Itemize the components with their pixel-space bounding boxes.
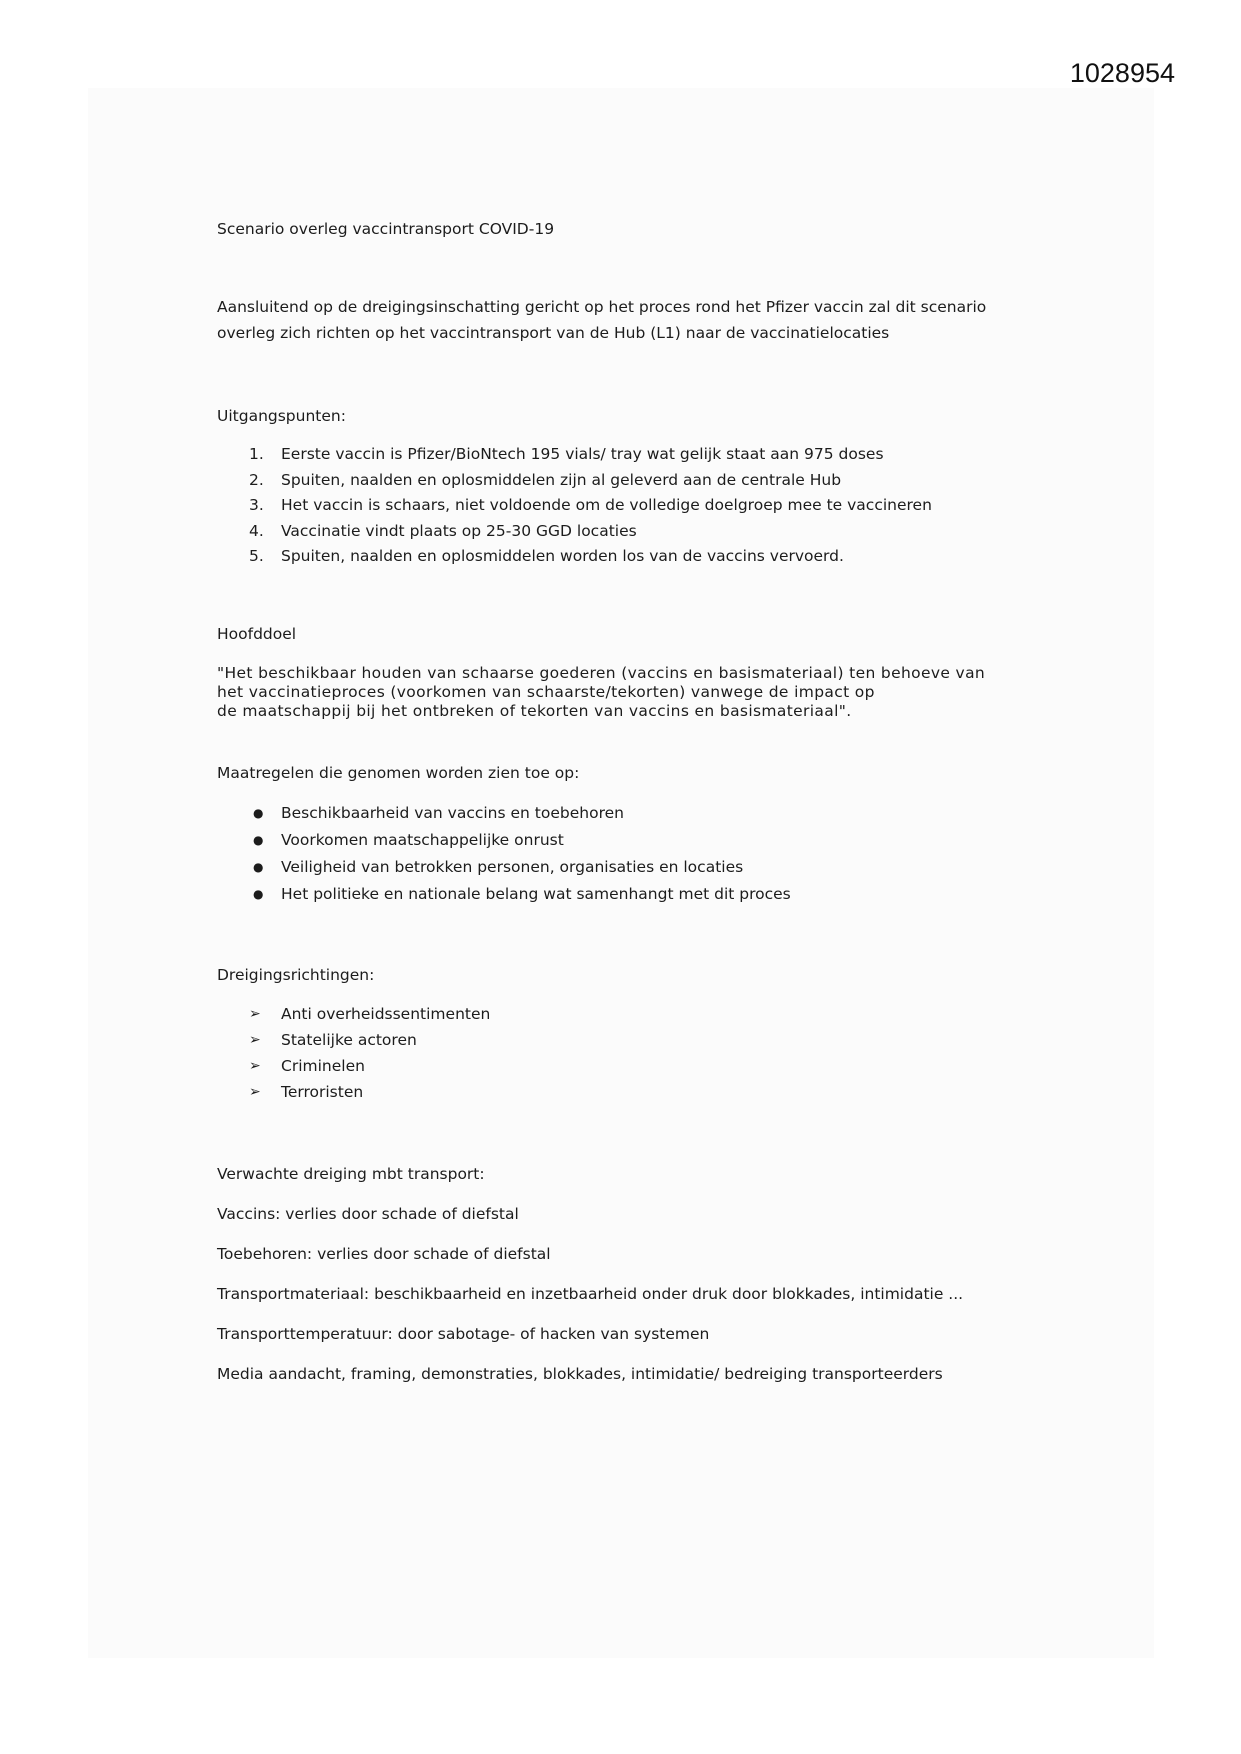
bullet-dot-icon: ● [253,833,264,847]
quote-line: "Het beschikbaar houden van schaarse goederen (vaccins en basismateriaal) ten behoeve van [217,664,986,682]
list-item-text: Vaccinatie vindt plaats op 25-30 GGD locaties [281,521,637,540]
list-item-text: Beschikbaarheid van vaccins en toebehoren [281,804,624,822]
document-title: Scenario overleg vaccintransport COVID-19 [217,220,555,238]
arrow-bullet-icon: ➢ [249,1084,261,1100]
arrow-bullet-icon: ➢ [249,1032,261,1048]
list-item [217,467,1047,493]
list-number: 5. [249,547,264,566]
list-number: 1. [249,445,264,463]
intro-line: overleg zich richten op het vaccintransport van de Hub (L1) naar de vaccinatielocaties [217,324,890,342]
list-item-text: Criminelen [281,1057,365,1075]
list-item-text: Het politieke en nationale belang wat samenhangt met dit proces [281,885,791,903]
list-item [217,800,1047,827]
list-item-text: Spuiten, naalden en oplosmiddelen worden los van de vaccins vervoerd. [281,547,844,566]
list-item-text: Veiligheid van betrokken personen, organisaties en locaties [281,858,744,876]
list-item-text: Statelijke actoren [281,1031,417,1049]
list-item-text: Anti overheidssentimenten [281,1005,491,1023]
list-item [217,543,1047,569]
list-item [217,492,1047,518]
list-item-text: Voorkomen maatschappelijke onrust [281,831,564,849]
bullet-dot-icon: ● [253,860,264,874]
arrow-bullet-icon: ➢ [249,1006,261,1022]
threat-line: Transportmateriaal: beschikbaarheid en inzetbaarheid onder druk door blokkades, intimidatie ... [217,1285,964,1303]
threat-line: Media aandacht, framing, demonstraties, blokkades, intimidatie/ bedreiging transporteerders [217,1365,943,1383]
intro-paragraph [217,294,1047,346]
list-item [217,854,1047,881]
verwachte-dreiging-heading: Verwachte dreiging mbt transport: [217,1165,485,1183]
bullet-dot-icon: ● [253,806,264,820]
maatregelen-list [217,800,1047,908]
arrow-bullet-icon: ➢ [249,1058,261,1074]
list-item [217,1001,1047,1027]
verwachte-dreiging-lines [217,1201,1047,1401]
list-item [217,1027,1047,1053]
uitgangspunten-list [217,441,1047,569]
maatregelen-heading: Maatregelen die genomen worden zien toe op: [217,764,580,782]
list-item [217,881,1047,908]
intro-line: Aansluitend op de dreigingsinschatting gericht op het proces rond het Pfizer vaccin zal dit scenario [217,298,987,316]
list-number: 3. [249,496,264,515]
list-item-text: Het vaccin is schaars, niet voldoende om de volledige doelgroep mee te vaccineren [281,496,932,515]
list-item-text: Terroristen [281,1083,364,1101]
hoofddoel-quote [217,664,1047,721]
dreigingsrichtingen-heading: Dreigingsrichtingen: [217,966,375,984]
threat-line: Toebehoren: verlies door schade of diefstal [217,1245,551,1263]
threat-line: Vaccins: verlies door schade of diefstal [217,1205,519,1223]
list-number: 2. [249,470,264,489]
list-item [217,441,1047,467]
quote-line: de maatschappij bij het ontbreken of tekorten van vaccins en basismateriaal". [217,702,852,720]
list-item [217,1053,1047,1079]
list-item [217,1079,1047,1105]
bullet-dot-icon: ● [253,887,264,901]
uitgangspunten-heading: Uitgangspunten: [217,407,346,425]
hoofddoel-heading: Hoofddoel [217,625,297,643]
list-item-text: Eerste vaccin is Pfizer/BioNtech 195 vials/ tray wat gelijk staat aan 975 doses [281,445,884,463]
list-number: 4. [249,521,264,540]
quote-line: het vaccinatieproces (voorkomen van schaarste/tekorten) vanwege de impact op [217,683,875,701]
threat-line: Transporttemperatuur: door sabotage- of hacken van systemen [217,1325,710,1343]
list-item [217,827,1047,854]
document-id: 1028954 [1069,58,1175,88]
list-item-text: Spuiten, naalden en oplosmiddelen zijn al geleverd aan de centrale Hub [281,470,842,489]
list-item [217,518,1047,544]
dreigingsrichtingen-list [217,1001,1047,1105]
